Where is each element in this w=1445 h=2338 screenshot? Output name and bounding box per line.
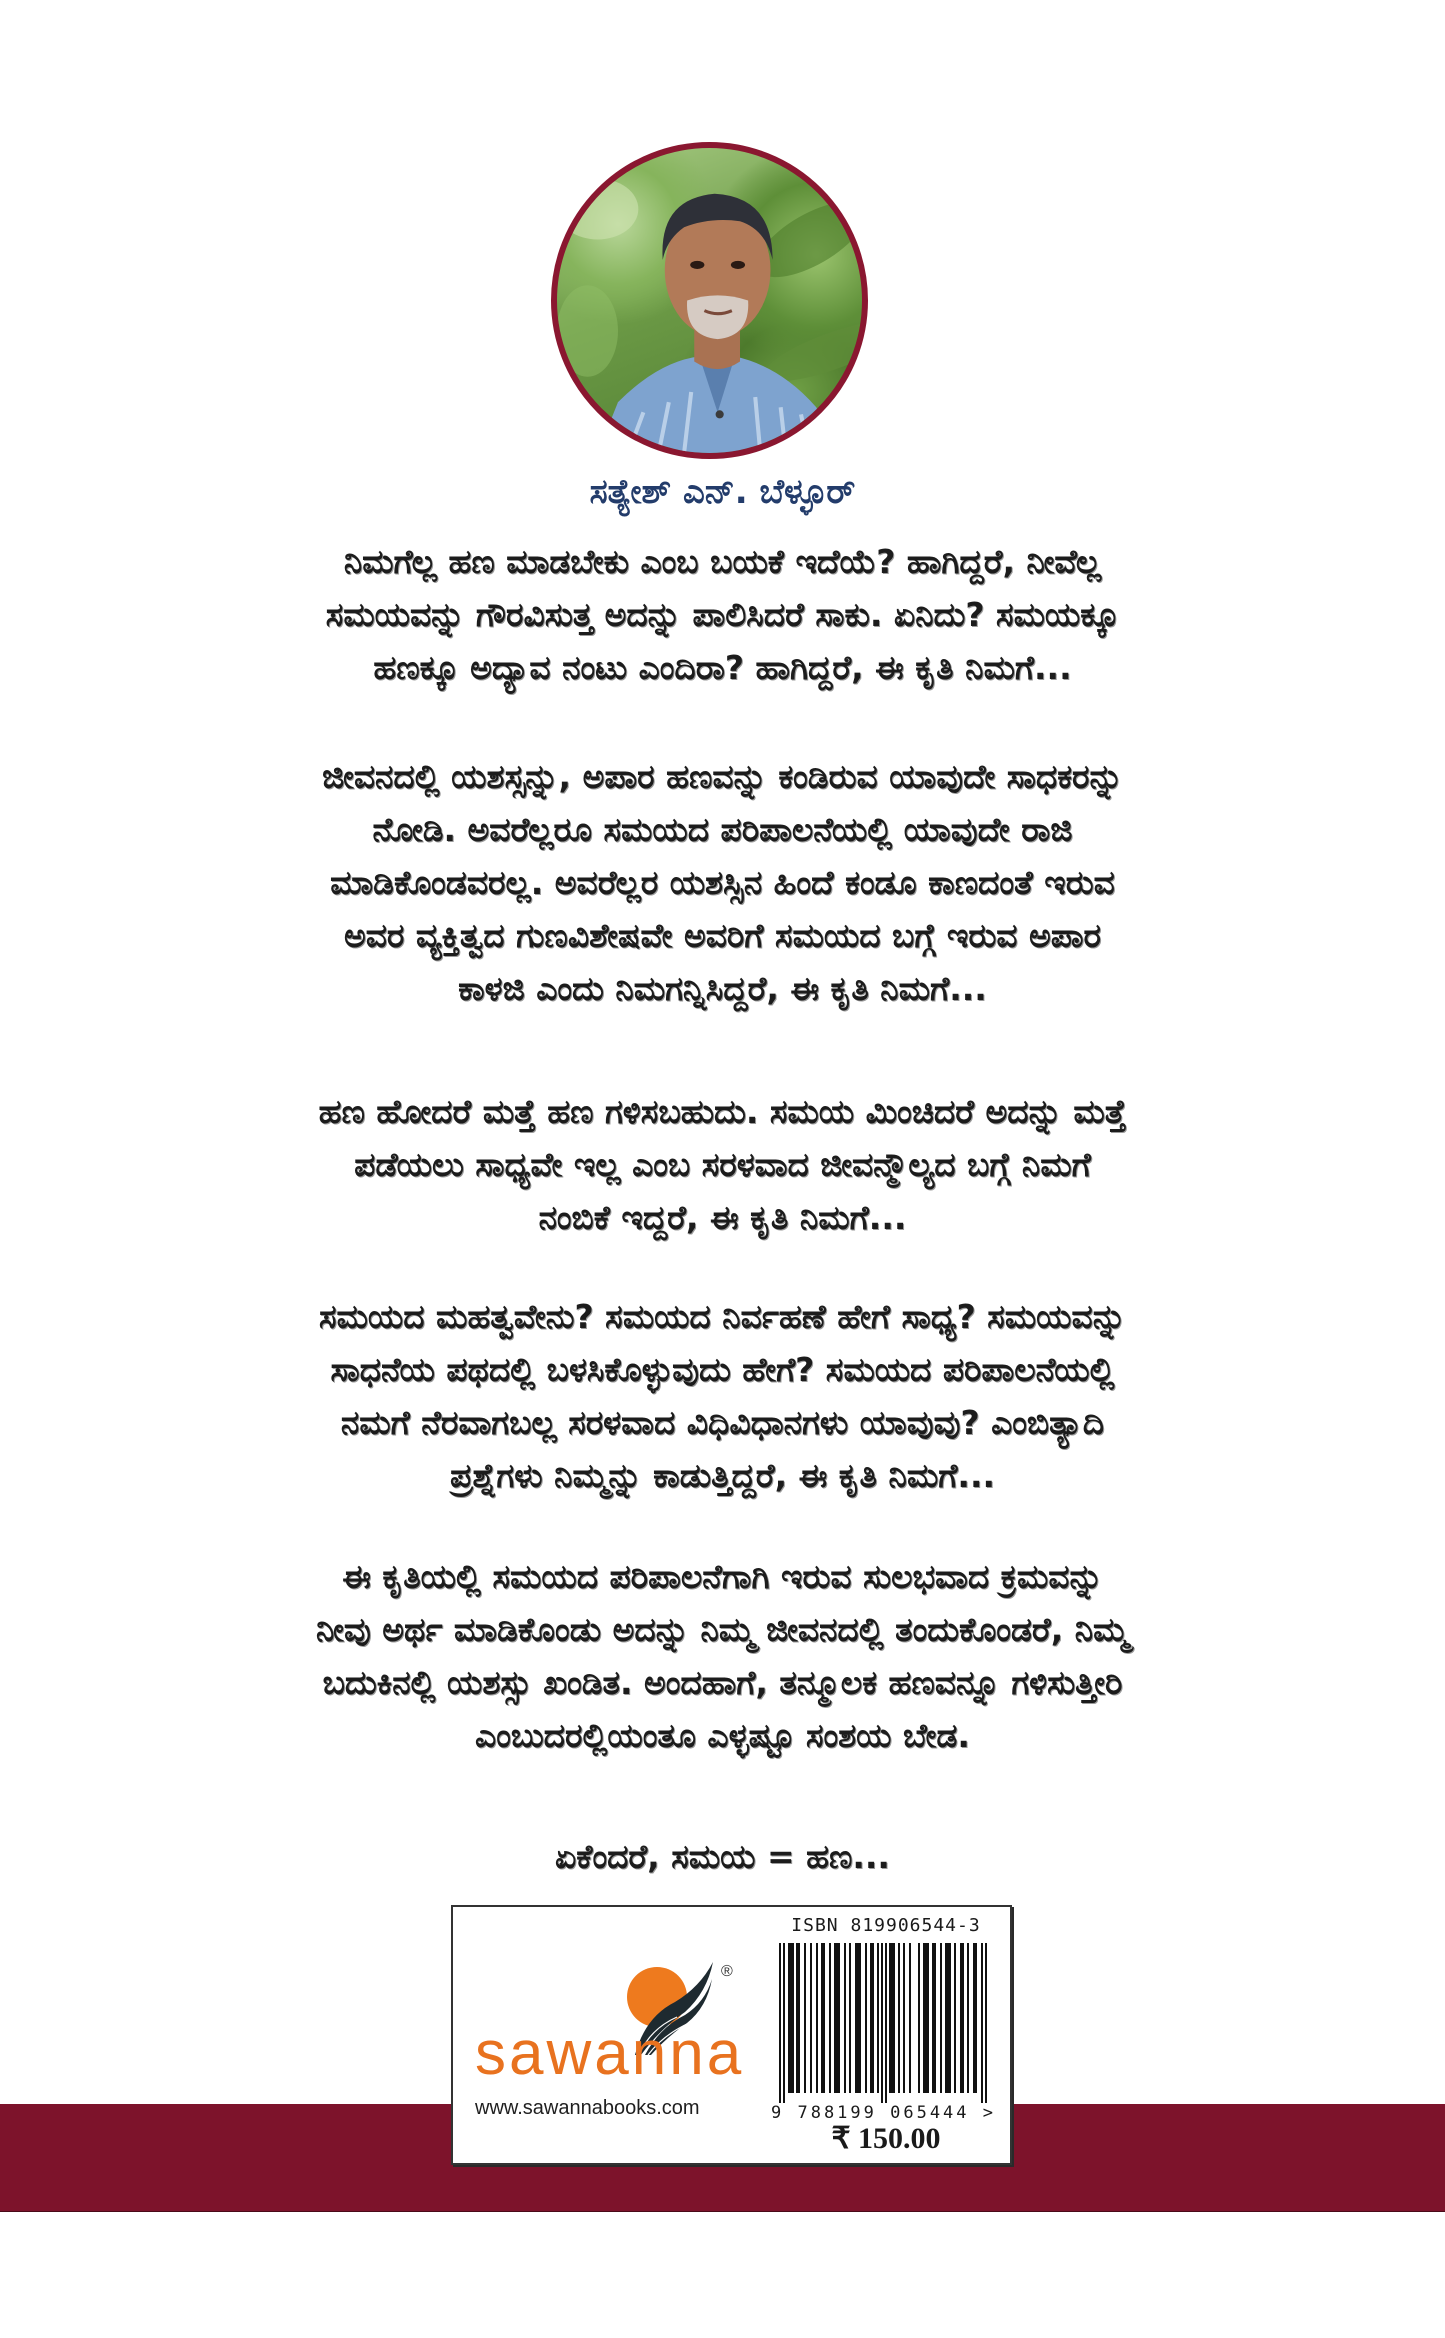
author-name: ಸತ್ಯೇಶ್ ಎನ್. ಬೆಳ್ಳೂರ್ bbox=[589, 472, 856, 512]
blurb-line: ಬದುಕಿನಲ್ಲಿ ಯಶಸ್ಸು ಖಂಡಿತ. ಅಂದಹಾಗೆ, ತನ್ಮೂಲಕ ಹಣವನ್ನೂ ಗಳಿಸುತ್ತೀರಿ bbox=[322, 1663, 1123, 1702]
blurb-line: ಹಣ ಹೋದರೆ ಮತ್ತೆ ಹಣ ಗಳಿಸಬಹುದು. ಸಮಯ ಮಿಂಚಿದರೆ ಅದನ್ನು ಮತ್ತೆ bbox=[318, 1092, 1127, 1131]
isbn-label: ISBN 819906544-3 bbox=[791, 1915, 981, 1936]
blurb-line: ಜೀವನದಲ್ಲಿ ಯಶಸ್ಸನ್ನು, ಅಪಾರ ಹಣವನ್ನು ಕಂಡಿರುವ ಯಾವುದೇ ಸಾಧಕರನ್ನು bbox=[322, 757, 1123, 796]
blurb-line: ಸಾಧನೆಯ ಪಥದಲ್ಲಿ ಬಳಸಿಕೊಳ್ಳುವುದು ಹೇಗೆ? ಸಮಯದ ಪರಿಪಾಲನೆಯಲ್ಲಿ bbox=[330, 1350, 1115, 1389]
price-label: ₹ 150.00 bbox=[831, 2122, 941, 2155]
back-cover-blurb-2 bbox=[200, 750, 1245, 1015]
blurb-line: ಅವರ ವ್ಯಕ್ತಿತ್ವದ ಗುಣವಿಶೇಷವೇ ಅವರಿಗೆ ಸಮಯದ ಬಗ್ಗೆ ಇರುವ ಅಪಾರ bbox=[344, 916, 1101, 955]
back-cover-blurb bbox=[200, 535, 1245, 694]
back-cover-blurb-5 bbox=[200, 1550, 1245, 1762]
back-cover-tagline bbox=[200, 1830, 1245, 1883]
blurb-line: ಪ್ರಶ್ನೆಗಳು ನಿಮ್ಮನ್ನು ಕಾಡುತ್ತಿದ್ದರೆ, ಈ ಕೃತಿ ನಿಮಗೆ... bbox=[449, 1456, 996, 1495]
blurb-line: ಮಾಡಿಕೊಂಡವರಲ್ಲ. ಅವರೆಲ್ಲರ ಯಶಸ್ಸಿನ ಹಿಂದೆ ಕಂಡೂ ಕಾಣದಂತೆ ಇರುವ bbox=[330, 863, 1115, 902]
publisher-logo bbox=[465, 1927, 765, 2127]
blurb-line: ಎಂಬುದರಲ್ಲಿಯಂತೂ ಎಳ್ಳಷ್ಟೂ ಸಂಶಯ ಬೇಡ. bbox=[475, 1716, 970, 1755]
blurb-paragraph-3 bbox=[200, 1085, 1245, 1244]
blurb-line: ಹಣಕ್ಕೂ ಅದ್ಯಾವ ನಂಟು ಎಂದಿರಾ? ಹಾಗಿದ್ದರೆ, ಈ ಕೃತಿ ನಿಮಗೆ... bbox=[373, 648, 1072, 687]
publisher-url: www.sawannabooks.com bbox=[475, 2097, 700, 2119]
blurb-line: ಸಮಯವನ್ನು ಗೌರವಿಸುತ್ತ ಅದನ್ನು ಪಾಲಿಸಿದರೆ ಸಾಕು. ಏನಿದು? ಸಮಯಕ್ಕೂ bbox=[325, 595, 1120, 634]
blurb-line: ನೀವು ಅರ್ಥ ಮಾಡಿಕೊಂಡು ಅದನ್ನು ನಿಮ್ಮ ಜೀವನದಲ್ಲಿ ತಂದುಕೊಂಡರೆ, ನಿಮ್ಮ bbox=[316, 1610, 1129, 1649]
blurb-paragraph-6 bbox=[200, 1830, 1245, 1883]
blurb-line: ಏಕೆಂದರೆ, ಸಮಯ = ಹಣ... bbox=[555, 1837, 890, 1876]
blurb-line: ನಂಬಿಕೆ ಇದ್ದರೆ, ಈ ಕೃತಿ ನಿಮಗೆ... bbox=[538, 1198, 907, 1237]
registered-mark: ® bbox=[721, 1963, 733, 1980]
barcode-icon bbox=[779, 1943, 991, 2103]
blurb-paragraph-5 bbox=[200, 1550, 1245, 1762]
blurb-line: ನೋಡಿ. ಅವರೆಲ್ಲರೂ ಸಮಯದ ಪರಿಪಾಲನೆಯಲ್ಲಿ ಯಾವುದೇ ರಾಜಿ bbox=[372, 810, 1073, 849]
blurb-paragraph-1 bbox=[200, 535, 1245, 694]
isbn-digits: 9 788199 065444 > bbox=[771, 2103, 996, 2123]
blurb-line: ಸಮಯದ ಮಹತ್ವವೇನು? ಸಮಯದ ನಿರ್ವಹಣೆ ಹೇಗೆ ಸಾಧ್ಯ? ಸಮಯವನ್ನು bbox=[318, 1297, 1126, 1336]
blurb-line: ಪಡೆಯಲು ಸಾಧ್ಯವೇ ಇಲ್ಲ ಎಂಬ ಸರಳವಾದ ಜೀವನ್ಮೌಲ್ಯದ ಬಗ್ಗೆ ನಿಮಗೆ bbox=[354, 1145, 1091, 1184]
blurb-paragraph-2 bbox=[200, 750, 1245, 1015]
blurb-line: ಈ ಕೃತಿಯಲ್ಲಿ ಸಮಯದ ಪರಿಪಾಲನೆಗಾಗಿ ಇರುವ ಸುಲಭವಾದ ಕ್ರಮವನ್ನು bbox=[342, 1557, 1103, 1596]
back-cover-blurb-3 bbox=[200, 1085, 1245, 1244]
blurb-paragraph-4 bbox=[200, 1290, 1245, 1502]
imprint-box bbox=[451, 1905, 1012, 2165]
author-portrait-icon bbox=[557, 148, 862, 453]
blurb-line: ಕಾಳಜಿ ಎಂದು ನಿಮಗನ್ನಿಸಿದ್ದರೆ, ಈ ಕೃತಿ ನಿಮಗೆ... bbox=[458, 969, 987, 1008]
author-photo bbox=[551, 142, 868, 459]
back-cover-blurb-4 bbox=[200, 1290, 1245, 1502]
blurb-line: ನಮಗೆ ನೆರವಾಗಬಲ್ಲ ಸರಳವಾದ ವಿಧಿವಿಧಾನಗಳು ಯಾವುವು? ಎಂಬಿತ್ಯಾದಿ bbox=[340, 1403, 1105, 1442]
isbn-barcode bbox=[771, 1913, 1001, 2153]
blurb-line: ನಿಮಗೆಲ್ಲ ಹಣ ಮಾಡಬೇಕು ಎಂಬ ಬಯಕೆ ಇದೆಯೆ? ಹಾಗಿದ್ದರೆ, ನೀವೆಲ್ಲ bbox=[343, 542, 1102, 581]
publisher-brand: sawanna bbox=[475, 2019, 745, 2088]
